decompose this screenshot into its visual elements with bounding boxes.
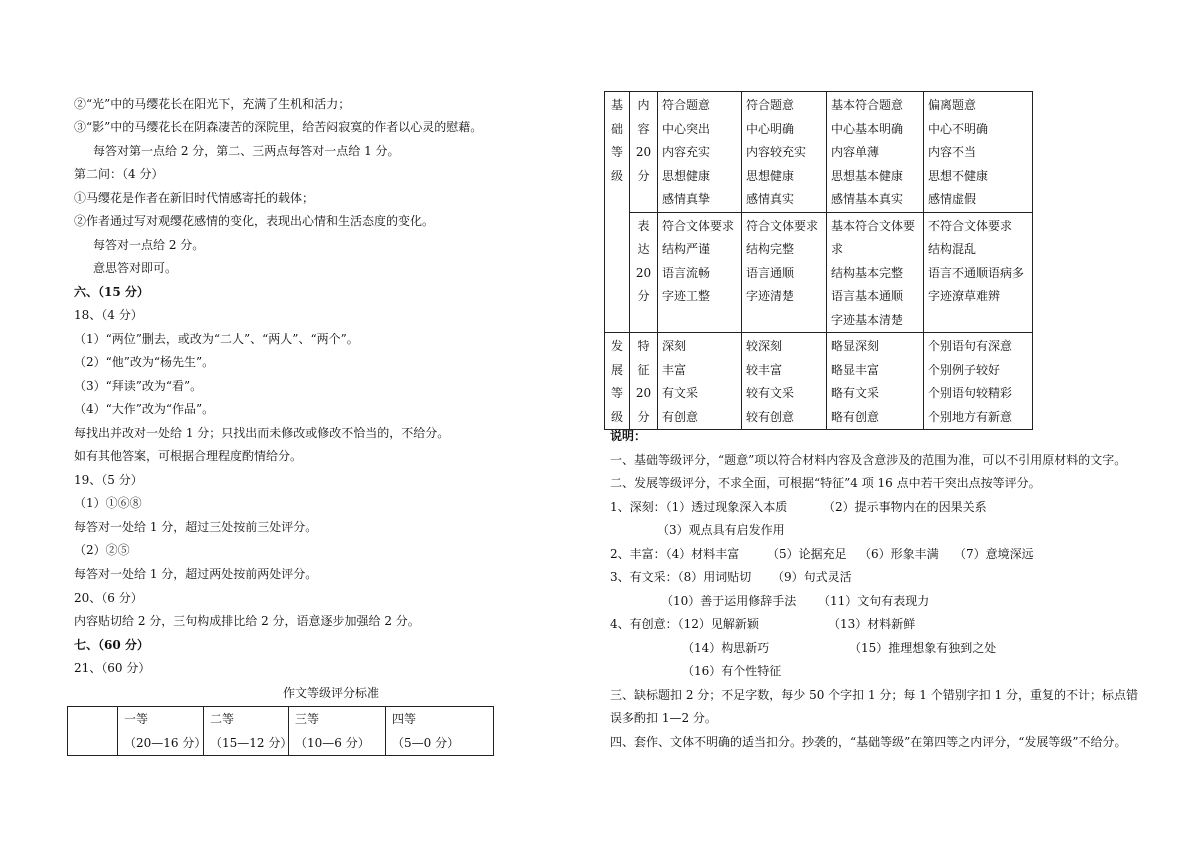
question-heading: 19、（5 分） bbox=[74, 473, 143, 487]
answer-line: （2）②⑤ bbox=[74, 543, 130, 557]
feature-criterion-label: 特 征 20 分 bbox=[630, 333, 658, 430]
feature-grade-2: 较深刻 较丰富 较有文采 较有创意 bbox=[742, 333, 827, 430]
content-grade-3: 基本符合题意 中心基本明确 内容单薄 思想基本健康 感情基本真实 bbox=[827, 92, 924, 213]
development-level-label: 发 展 等 级 bbox=[605, 333, 630, 430]
note-line: （3）观点具有启发作用 bbox=[657, 523, 785, 537]
grade-range: （5—0 分） bbox=[392, 736, 460, 750]
note-line: （16）有个性特征 bbox=[682, 664, 782, 678]
expression-grade-4: 不符合文体要求 结构混乱 语言不通顺语病多 字迹潦草难辨 bbox=[924, 212, 1033, 333]
note-line: （14）构思新巧 bbox=[682, 641, 770, 655]
answer-line: ①马缨花是作者在新旧时代情感寄托的载体； bbox=[74, 191, 315, 205]
grade-range: （20—16 分） bbox=[124, 736, 207, 750]
content-grade-1: 符合题意 中心突出 内容充实 思想健康 感情真挚 bbox=[658, 92, 742, 213]
question-heading: 21、（60 分） bbox=[74, 661, 151, 675]
section-heading: 七、（60 分） bbox=[74, 638, 149, 652]
question-heading: 18、（4 分） bbox=[74, 308, 143, 322]
feature-grade-1: 深刻 丰富 有文采 有创意 bbox=[658, 333, 742, 430]
grade-table-blank-cell bbox=[68, 707, 118, 756]
grade-cell bbox=[289, 707, 386, 756]
note-line: （7）意境深远 bbox=[954, 547, 1034, 561]
grade-name: 一等 bbox=[124, 712, 149, 726]
note-line: （11）文句有表现力 bbox=[818, 594, 930, 608]
expression-criterion-label: 表 达 20 分 bbox=[630, 212, 658, 333]
note-line: 误多酌扣 1—2 分。 bbox=[610, 711, 717, 725]
grade-name: 四等 bbox=[392, 712, 417, 726]
grade-range: （15—12 分） bbox=[210, 736, 293, 750]
grade-name: 二等 bbox=[210, 712, 235, 726]
answer-line: （4）“大作”改为“作品”。 bbox=[74, 402, 215, 416]
note-line: （13）材料新鲜 bbox=[828, 617, 916, 631]
feature-grade-4: 个别语句有深意 个别例子较好 个别语句较精彩 个别地方有新意 bbox=[924, 333, 1033, 430]
answer-line: ②作者通过写对观缨花感情的变化，表现出心情和生活态度的变化。 bbox=[74, 214, 435, 228]
scoring-note: 每找出并改对一处给 1 分；只找出而未修改或修改不恰当的，不给分。 bbox=[74, 426, 450, 440]
note-line: （6）形象丰满 bbox=[859, 547, 939, 561]
answer-line: （3）“拜读”改为“看”。 bbox=[74, 379, 203, 393]
content-criterion-label: 内 容 20 分 bbox=[630, 92, 658, 213]
grade-cell bbox=[118, 707, 207, 756]
note-line: 2、丰富：（4）材料丰富 bbox=[610, 547, 740, 561]
answer-line: （2）“他”改为“杨先生”。 bbox=[74, 355, 215, 369]
scoring-note: 每答对一点给 2 分。 bbox=[93, 238, 205, 252]
answer-line: （1）“两位”删去，或改为“二人”、“两人”、“两个”。 bbox=[74, 332, 359, 346]
grade-range: （10—6 分） bbox=[295, 736, 370, 750]
note-line: 3、有文采：（8）用词贴切 bbox=[610, 570, 752, 584]
scoring-note: 每答对一处给 1 分，超过三处按前三处评分。 bbox=[74, 520, 318, 534]
grade-cell bbox=[386, 707, 494, 756]
scoring-note: 意思答对即可。 bbox=[93, 261, 178, 275]
note-line: 1、深刻：（1）透过现象深入本质 bbox=[610, 500, 788, 514]
answer-line: ②“光”中的马缨花长在阳光下，充满了生机和活力； bbox=[74, 97, 351, 111]
feature-grade-3: 略显深刻 略显丰富 略有文采 略有创意 bbox=[827, 333, 924, 430]
note-line: （15）推理想象有独到之处 bbox=[849, 641, 997, 655]
question-heading: 20、（6 分） bbox=[74, 591, 143, 605]
scoring-note: 每答对一处给 1 分，超过两处按前两处评分。 bbox=[74, 567, 318, 581]
note-line: （2）提示事物内在的因果关系 bbox=[823, 500, 987, 514]
scoring-note: 内容贴切给 2 分，三句构成排比给 2 分，语意逐步加强给 2 分。 bbox=[74, 614, 420, 628]
expression-grade-1: 符合文体要求 结构严谨 语言流畅 字迹工整 bbox=[658, 212, 742, 333]
answer-line: （1）①⑥⑧ bbox=[74, 496, 142, 510]
scoring-note: 如有其他答案，可根据合理程度酌情给分。 bbox=[74, 449, 303, 463]
section-heading: 六、（15 分） bbox=[74, 285, 149, 299]
table-title: 作文等级评分标准 bbox=[283, 686, 380, 700]
answer-line: ③“影”中的马缨花长在阴森凄苦的深院里，给苦闷寂寞的作者以心灵的慰藉。 bbox=[74, 120, 483, 134]
grade-scale-table bbox=[67, 706, 494, 756]
note-line: （5）论据充足 bbox=[767, 547, 847, 561]
grade-cell bbox=[204, 707, 293, 756]
basic-level-label: 基 础 等 级 bbox=[605, 92, 630, 333]
note-line: 4、有创意：（12）见解新颖 bbox=[610, 617, 759, 631]
content-grade-2: 符合题意 中心明确 内容较充实 思想健康 感情真实 bbox=[742, 92, 827, 213]
expression-grade-3: 基本符合文体要 求 结构基本完整 语言基本通顺 字迹基本清楚 bbox=[827, 212, 924, 333]
note-line: 一、基础等级评分，“题意”项以符合材料内容及含意涉及的范围为准，可以不引用原材料的文字。 bbox=[610, 453, 1127, 467]
note-line: （9）句式灵活 bbox=[772, 570, 852, 584]
scoring-note: 每答对第一点给 2 分，第二、三两点每答对一点给 1 分。 bbox=[93, 144, 400, 158]
grading-criteria-table bbox=[604, 91, 1033, 430]
notes-title: 说明： bbox=[610, 429, 647, 443]
question-heading: 第二问：（4 分） bbox=[74, 167, 164, 181]
grade-name: 三等 bbox=[295, 712, 320, 726]
note-line: 三、缺标题扣 2 分；不足字数，每少 50 个字扣 1 分；每 1 个错别字扣 1 分，重复的不计；标点错 bbox=[610, 688, 1138, 702]
expression-grade-2: 符合文体要求 结构完整 语言通顺 字迹清楚 bbox=[742, 212, 827, 333]
note-line: 二、发展等级评分，不求全面，可根据“特征”4 项 16 点中若干突出点按等评分。 bbox=[610, 476, 1041, 490]
note-line: （10）善于运用修辞手法 bbox=[661, 594, 797, 608]
content-grade-4: 偏离题意 中心不明确 内容不当 思想不健康 感情虚假 bbox=[924, 92, 1033, 213]
note-line: 四、套作、文体不明确的适当扣分。抄袭的，“基础等级”在第四等之内评分，“发展等级”不给分。 bbox=[610, 735, 1127, 749]
